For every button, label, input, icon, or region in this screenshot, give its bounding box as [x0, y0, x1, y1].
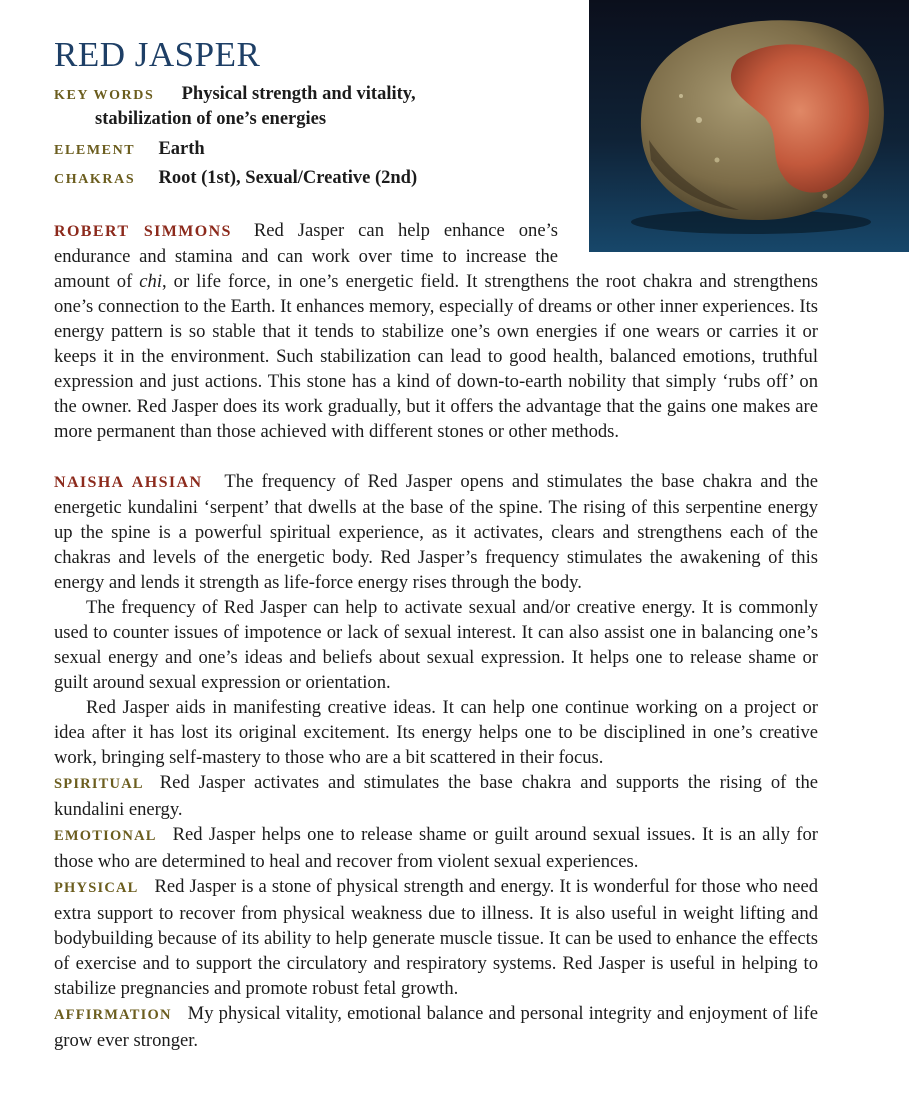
- spiritual-paragraph: [54, 770, 818, 822]
- physical-paragraph: [54, 874, 818, 1001]
- affirmation-label: AFFIRMATION: [54, 1007, 172, 1023]
- stone-photo: [589, 0, 909, 252]
- chakras-value: Root (1st), Sexual/Creative (2nd): [158, 168, 418, 188]
- simmons-author: ROBERT SIMMONS: [54, 223, 232, 240]
- keywords-label: KEY WORDS: [54, 88, 155, 103]
- article-body: [54, 218, 818, 1053]
- red-jasper-stone-image: [589, 0, 909, 252]
- element-value: Earth: [158, 139, 205, 159]
- ahsian-text-1: The frequency of Red Jasper opens and stimulates the base chakra and the energetic kundalini ‘serpent’ that dwells at the base of the spine. The rising of this serpentine energy up the spine is a powerful spiritual experience, as it activates, clears and strengthens each of the chakras and levels of the energetic body. Red Jasper’s frequency stimulates the awakening of this energy and lends it strength as life-force energy rises through the body.: [54, 471, 818, 593]
- image-wrap-spacer: [558, 218, 818, 252]
- emotional-text: Red Jasper helps one to release shame or guilt around sexual issues. It is an ally for those who are determined to heal and recover from violent sexual experiences.: [54, 824, 818, 872]
- ahsian-paragraph-3: Red Jasper aids in manifesting creative ideas. It can help one continue working on a project or idea after it has lost its original excitement. Its energy helps one to be disciplined in one’s creative work, bringing self-mastery to those who are a bit scattered in their focus.: [54, 697, 818, 768]
- spiritual-label: SPIRITUAL: [54, 776, 144, 792]
- simmons-text-chi: chi: [139, 271, 163, 292]
- affirmation-paragraph: [54, 1001, 818, 1053]
- keywords-row-2: [95, 107, 326, 132]
- page-title: RED JASPER: [54, 35, 261, 74]
- physical-label: PHYSICAL: [54, 880, 139, 896]
- emotional-paragraph: [54, 822, 818, 874]
- emotional-label: EMOTIONAL: [54, 828, 157, 844]
- element-row: [54, 137, 205, 163]
- ahsian-paragraph-1: [54, 469, 818, 595]
- ahsian-paragraph-2: The frequency of Red Jasper can help to activate sexual and/or creative energy. It is commonly used to counter issues of impotence or lack of sexual interest. It can also assist one in balancing one’s sexual energy and one’s ideas and beliefs about sexual expression. It helps one to release shame or guilt around sexual expression or orientation.: [54, 597, 818, 693]
- keywords-value-line2: stabilization of one’s energies: [95, 109, 327, 129]
- affirmation-text: My physical vitality, emotional balance and personal integrity and enjoyment of life grow ever stronger.: [54, 1003, 818, 1051]
- simmons-text-b: , or life force, in one’s energetic field. It strengthens the root chakra and strengthens one’s connection to the Earth. It enhances memory, especially of dreams or other inner experiences. Its energy pattern is so stable that it tends to stabilize one’s own energies if one wears or carries it or keeps it in the environment. Such stabilization can lead to good health, balanced emotions, truthful expression and just actions. This stone has a kind of down-to-earth nobility that simply ‘rubs off’ on the owner. Red Jasper does its work gradually, but it offers the advantage that the gains one makes are more permanent than those achieved with different stones or other methods.: [54, 271, 818, 442]
- element-label: ELEMENT: [54, 143, 136, 158]
- physical-text: Red Jasper is a stone of physical strength and energy. It is wonderful for those who need extra support to recover from physical weakness due to illness. It is also useful in weight lifting and bodybuilding because of its ability to help generate muscle tissue. It can be used to enhance the effects of exercise and to support the circulatory and respiratory systems. Red Jasper is useful in helping to stabilize pregnancies and promote robust fetal growth.: [54, 876, 818, 999]
- keywords-row: [54, 82, 416, 108]
- keywords-value-line1: Physical strength and vitality,: [181, 84, 416, 104]
- chakras-label: CHAKRAS: [54, 172, 136, 187]
- spiritual-text: Red Jasper activates and stimulates the base chakra and supports the rising of the kundalini energy.: [54, 772, 818, 820]
- ahsian-author: NAISHA AHSIAN: [54, 474, 203, 491]
- chakras-row: [54, 166, 417, 192]
- simmons-text-a: Red Jasper can help enhance one’s endurance and stamina and can work over time to increase the amount of: [54, 220, 559, 292]
